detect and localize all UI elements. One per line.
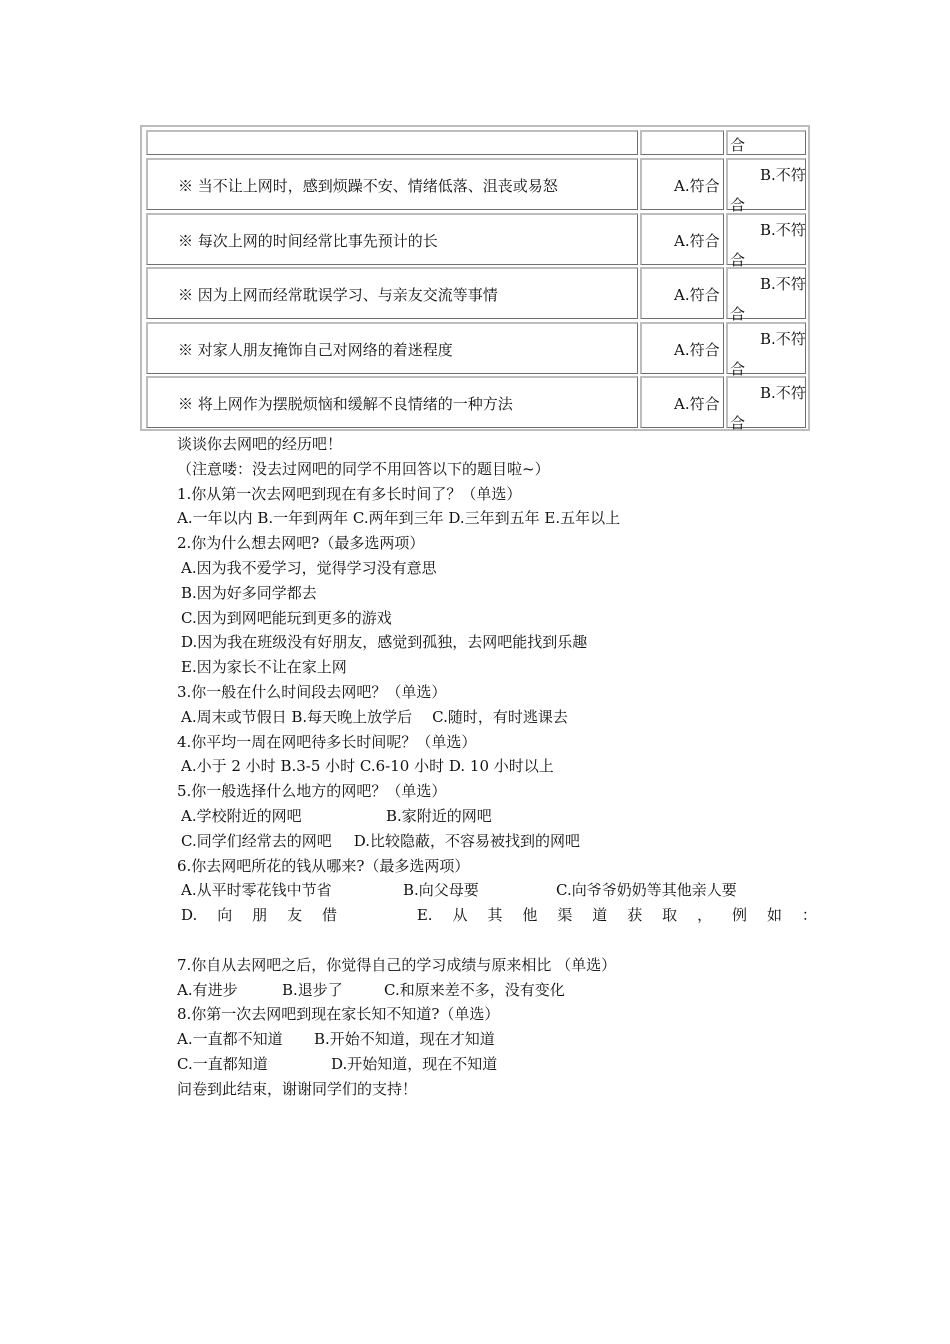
q3-text: 3.你一般在什么时间段去网吧？（单选） — [177, 682, 447, 701]
table-row-question-cell — [146, 158, 638, 210]
table-row-option-b-cell — [726, 267, 806, 324]
q8-text: 8.你第一次去网吧到现在家长知不知道?（单选） — [177, 1005, 500, 1024]
q6-option-e-char: ， — [697, 906, 713, 925]
table-row-option-b-cell — [726, 213, 806, 269]
q5-option-c: C.同学们经常去的网吧 — [181, 831, 332, 850]
q6-option-e-char: 取 — [662, 906, 678, 925]
q6-option-e-char: 例 — [732, 906, 748, 925]
section-title: 谈谈你去网吧的经历吧！ — [177, 435, 343, 453]
q6-option-e-char: 他 — [522, 906, 538, 925]
table-row-option-b-cell — [726, 376, 806, 433]
q8-option-c: C.一直都知道 — [177, 1054, 268, 1073]
questionnaire-body — [177, 432, 817, 1102]
q7-text: 7.你自从去网吧之后，你觉得自己的学习成绩与原来相比 （单选） — [177, 955, 617, 974]
q2-option-b: B.因为好多同学都去 — [181, 583, 317, 602]
table-row-question-cell — [146, 267, 638, 319]
option-a-label: A.符合 — [674, 177, 720, 195]
q5-text: 5.你一般选择什么地方的网吧？（单选） — [177, 782, 447, 801]
q5-option-a: A.学校附近的网吧 — [181, 806, 302, 825]
q6-option-b: B.向父母要 — [403, 881, 479, 900]
option-b-label: B.不符 — [760, 275, 806, 294]
table-row-question-cell — [146, 322, 638, 374]
table-row-option-a-cell — [640, 322, 724, 374]
q5-option-b: B.家附近的网吧 — [386, 806, 492, 825]
q6-option-e-char: 如 — [766, 906, 782, 925]
table-row-question-cell — [146, 376, 638, 428]
option-a-label: A.符合 — [674, 340, 720, 359]
table-row-option-a-cell — [640, 267, 724, 319]
option-a-label: A.符合 — [674, 395, 720, 414]
q2-option-e: E.因为家长不让在家上网 — [181, 658, 347, 677]
q6-option-d-char: D. — [181, 906, 198, 925]
q8-options-row2 — [177, 1052, 817, 1077]
section-note: （注意喽：没去过网吧的同学不用回答以下的题目啦~） — [177, 459, 550, 478]
q6-options-row1 — [177, 878, 817, 903]
option-b-label: B.不符 — [760, 220, 806, 239]
q5-options-row1 — [177, 804, 817, 829]
option-b-label: B.不符 — [760, 384, 806, 403]
q7-option-c: C.和原来差不多，没有变化 — [384, 980, 565, 999]
q6-option-d-char: 借 — [322, 906, 338, 925]
survey-table — [140, 125, 810, 431]
table-row-option-a-cell — [640, 376, 724, 428]
table-row-option-b-cell — [726, 158, 806, 214]
q2-option-a: A.因为我不爱学习，觉得学习没有意思 — [181, 558, 437, 577]
option-b-label-wrap: 合 — [730, 359, 746, 378]
q6-option-e-char: 从 — [452, 906, 468, 925]
q7-option-a: A.有进步 — [177, 980, 238, 999]
q7-options — [177, 978, 817, 1003]
q6-option-e-char: 渠 — [557, 906, 573, 925]
q1-text: 1.你从第一次去网吧到现在有多长时间了？（单选） — [177, 484, 522, 503]
option-b-label: B.不符 — [760, 329, 806, 348]
q5-options-row2 — [177, 829, 817, 854]
q6-option-e-char: E. — [416, 906, 433, 925]
option-a-label: A.符合 — [674, 231, 720, 250]
q8-option-b: B.开始不知道，现在才知道 — [314, 1030, 495, 1049]
blank-line — [177, 928, 817, 953]
q2-text: 2.你为什么想去网吧?（最多选两项） — [177, 534, 425, 553]
q1-options: A.一年以内 B.一年到两年 C.两年到三年 D.三年到五年 E.五年以上 — [177, 509, 621, 528]
q6-option-e-char: 其 — [487, 906, 503, 925]
q4-text: 4.你平均一周在网吧待多长时间呢？（单选） — [177, 732, 477, 751]
q6-option-d-char: 向 — [217, 906, 233, 925]
q5-option-d: D.比较隐蔽，不容易被找到的网吧 — [353, 831, 580, 850]
q6-option-c: C.向爷爷奶奶等其他亲人要 — [556, 881, 737, 900]
q6-option-e-char: 道 — [592, 906, 608, 925]
option-b-label-wrap: 合 — [730, 305, 746, 324]
header-fragment: 合 — [730, 136, 746, 154]
q6-gap — [357, 903, 397, 928]
header-option-a-cell — [640, 130, 724, 155]
q2-option-d: D.因为我在班级没有好朋友，感觉到孤独，去网吧能找到乐趣 — [181, 633, 588, 652]
q8-options-row1 — [177, 1027, 817, 1052]
table-row-question: ※ 当不让上网时，感到烦躁不安、情绪低落、沮丧或易怒 — [178, 177, 558, 195]
table-row-question: ※ 因为上网而经常耽误学习、与亲友交流等事情 — [178, 286, 498, 305]
q6-option-d-char: 友 — [287, 906, 303, 925]
q6-text: 6.你去网吧所花的钱从哪来?（最多选两项） — [177, 856, 470, 875]
option-a-label: A.符合 — [674, 286, 720, 305]
table-row-option-b-cell — [726, 322, 806, 378]
header-question-cell — [146, 130, 638, 155]
q3-option-c: C.随时，有时逃课去 — [432, 707, 568, 726]
q3-option-ab: A.周末或节假日 B.每天晚上放学后 — [181, 707, 413, 726]
table-row-option-a-cell — [640, 213, 724, 265]
q3-options — [177, 705, 817, 730]
q8-option-d: D.开始知道，现在不知道 — [331, 1054, 498, 1073]
q4-options: A.小于 2 小时 B.3-5 小时 C.6-10 小时 D. 10 小时以上 — [181, 757, 554, 776]
q7-option-b: B.退步了 — [282, 980, 343, 999]
table-row-question: ※ 每次上网的时间经常比事先预计的长 — [178, 231, 438, 250]
option-b-label-wrap: 合 — [730, 250, 746, 269]
option-b-label-wrap: 合 — [730, 414, 746, 433]
q6-option-e-char: ： — [801, 906, 817, 925]
table-row-question: ※ 将上网作为摆脱烦恼和缓解不良情绪的一种方法 — [178, 395, 513, 414]
q6-option-a: A.从平时零花钱中节省 — [181, 881, 332, 900]
closing-text: 问卷到此结束，谢谢同学们的支持！ — [177, 1079, 418, 1098]
q8-option-a: A.一直都不知道 — [177, 1030, 283, 1049]
q6-option-e-char: 获 — [627, 906, 643, 925]
header-option-b-cell — [726, 130, 806, 155]
table-row-question-cell — [146, 213, 638, 265]
q6-option-d-char: 朋 — [252, 906, 268, 925]
table-row-option-a-cell — [640, 158, 724, 210]
option-b-label: B.不符 — [760, 166, 806, 184]
q6-options-row2 — [177, 903, 817, 928]
q2-option-c: C.因为到网吧能玩到更多的游戏 — [181, 608, 392, 627]
option-b-label-wrap: 合 — [730, 196, 746, 214]
table-row-question: ※ 对家人朋友掩饰自己对网络的着迷程度 — [178, 340, 453, 359]
